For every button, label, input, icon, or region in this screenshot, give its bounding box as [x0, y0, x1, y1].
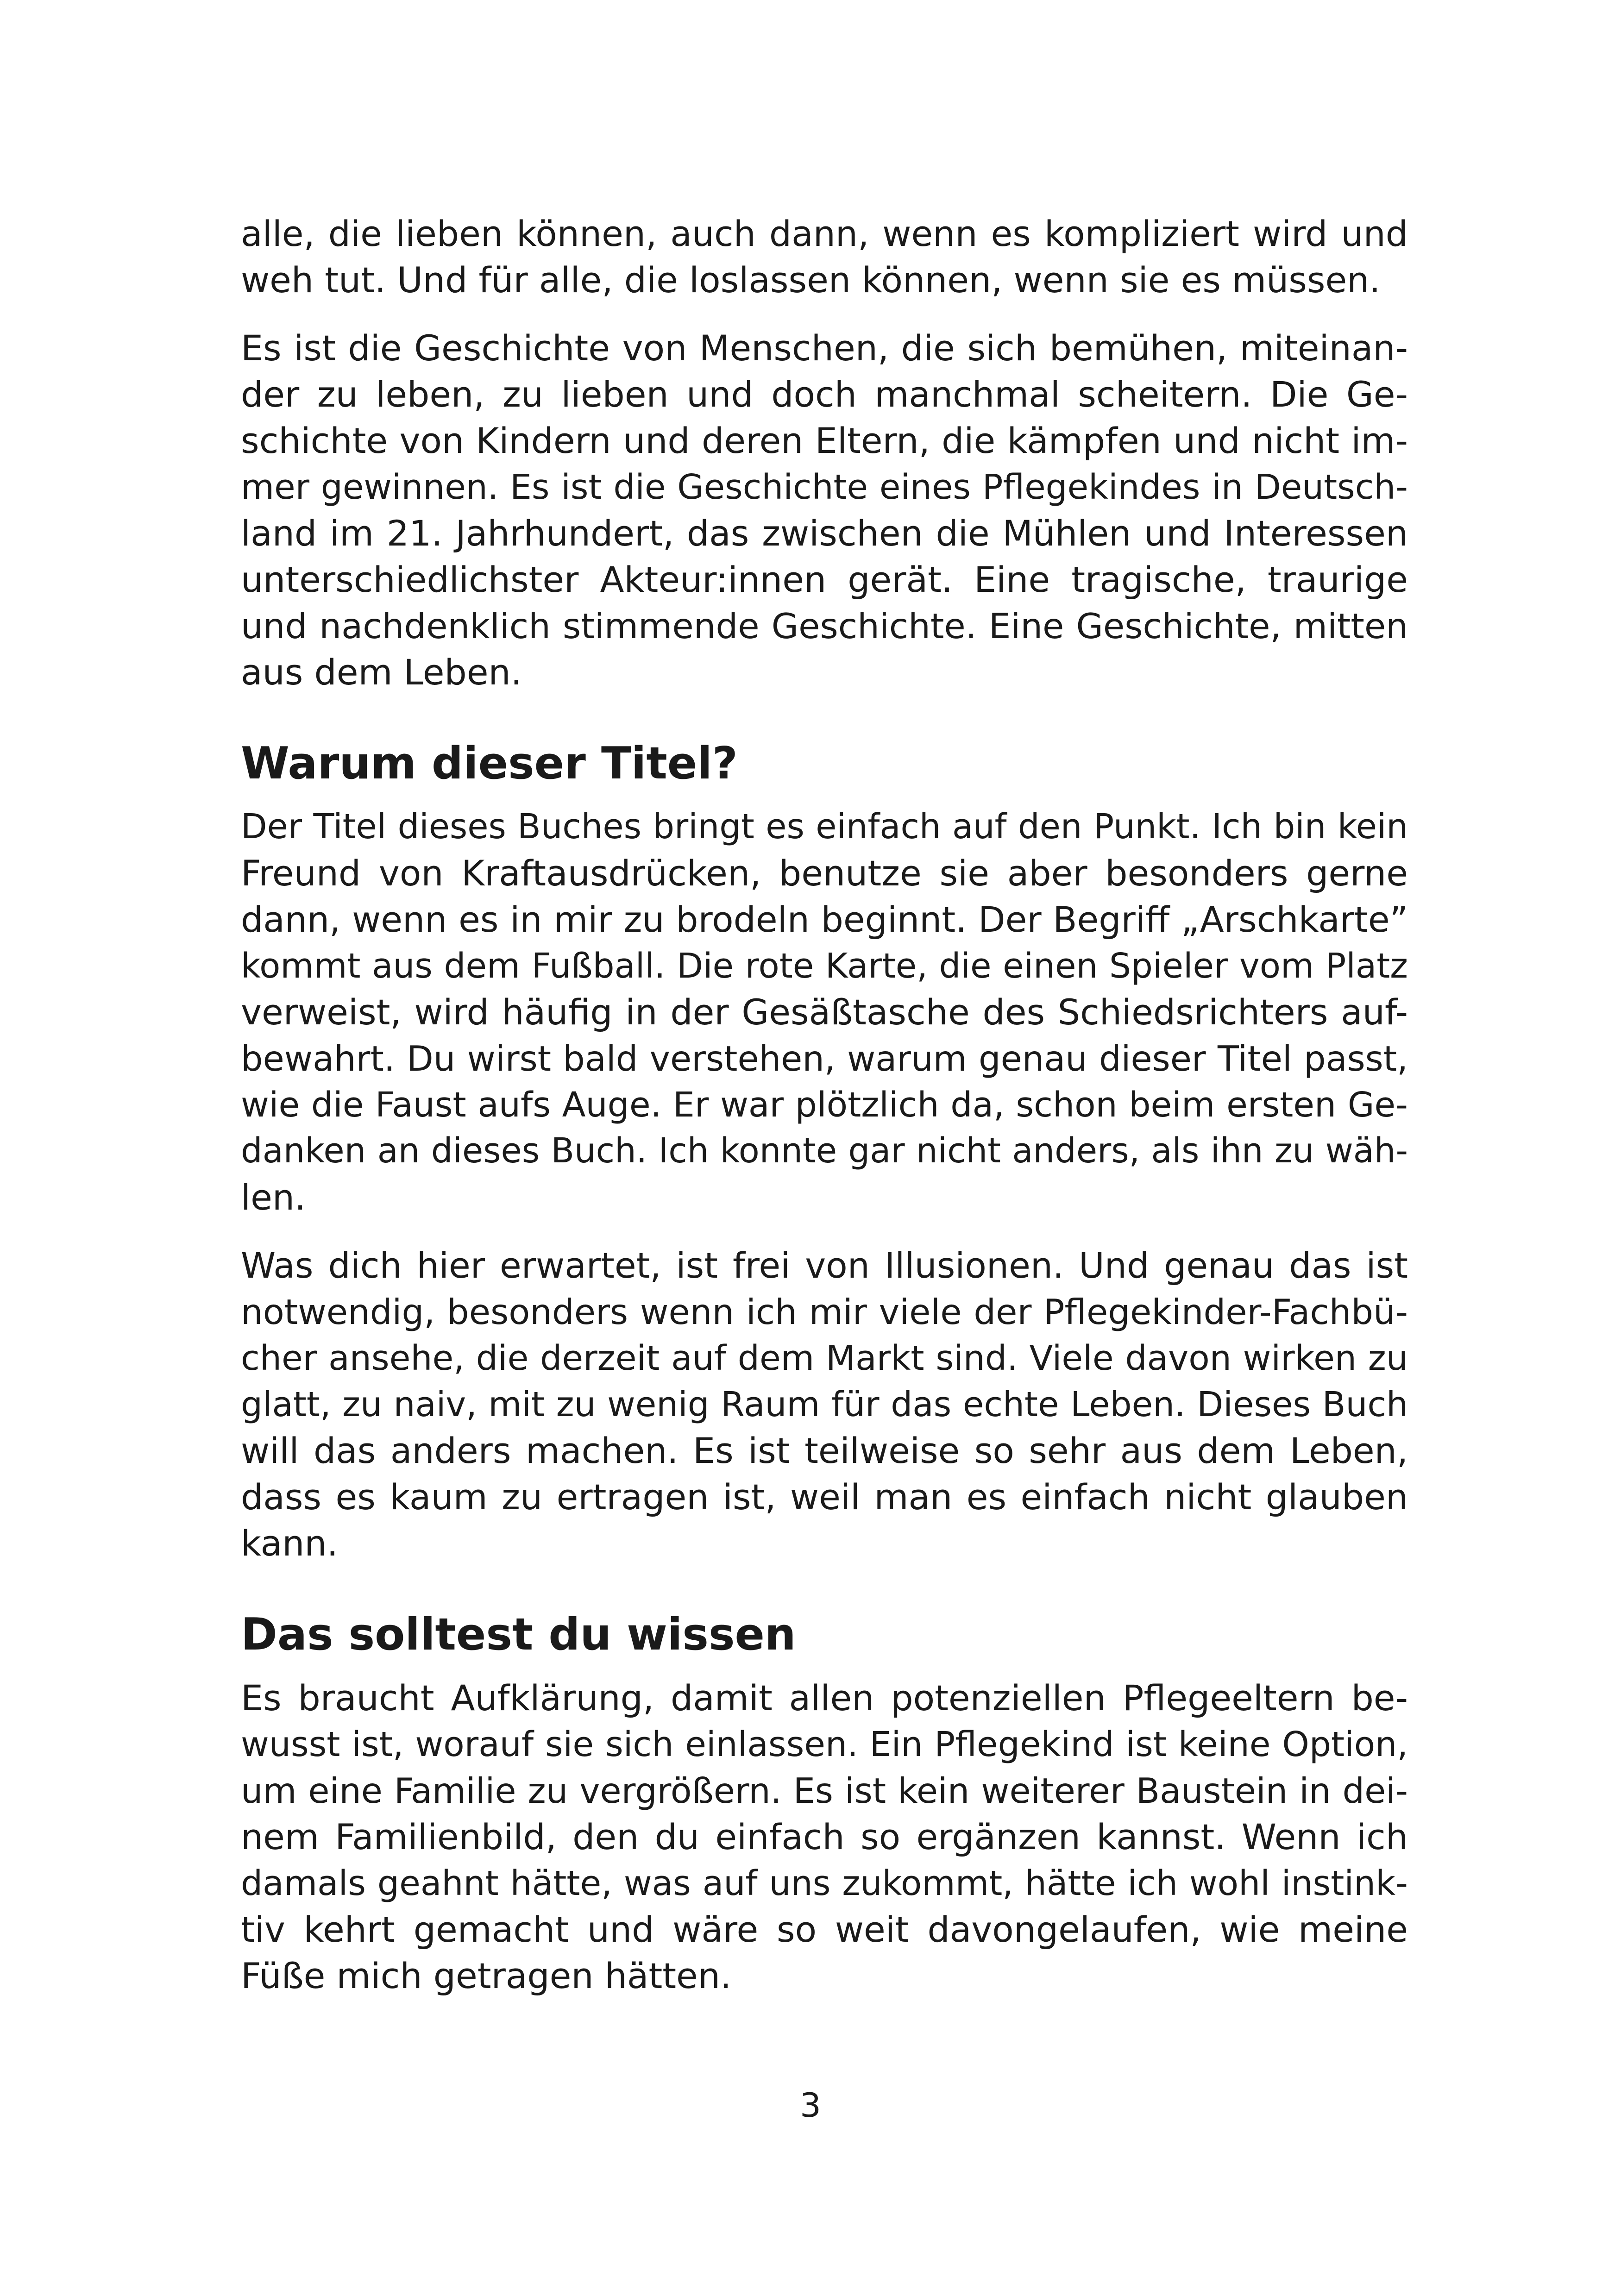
text-line: der zu leben, zu lieben und doch manchmal scheitern. Die Ge- [241, 374, 1408, 415]
text-line: land im 21. Jahrhundert, das zwischen die Mühlen und Interessen [241, 513, 1408, 554]
paragraph [241, 211, 1408, 303]
text-line: mer gewinnen. Es ist die Geschichte eines Pflegekindes in Deutsch- [241, 467, 1408, 507]
text-line: um eine Familie zu vergrößern. Es ist kein weiterer Baustein in dei- [241, 1770, 1408, 1811]
text-line: weh tut. Und für alle, die loslassen können, wenn sie es müssen. [241, 259, 1381, 301]
text-line: unterschiedlichster Akteur:innen gerät. Eine tragische, traurige [241, 559, 1408, 600]
text-line: danken an dieses Buch. Ich konnte gar nicht anders, als ihn zu wäh- [241, 1131, 1408, 1171]
text-line: nem Familienbild, den du einfach so ergänzen kannst. Wenn ich [241, 1816, 1408, 1857]
paragraph [241, 1242, 1408, 1567]
text-line: dann, wenn es in mir zu brodeln beginnt. Der Begriff „Arschkarte” [241, 899, 1408, 940]
text-line: notwendig, besonders wenn ich mir viele der Pflegekinder-Fachbü- [241, 1292, 1408, 1332]
text-line: Der Titel dieses Buches bringt es einfach auf den Punkt. Ich bin kein [241, 807, 1408, 847]
text-line: glatt, zu naiv, mit zu wenig Raum für das echte Leben. Dieses Buch [241, 1385, 1408, 1424]
text-line: cher ansehe, die derzeit auf dem Markt sind. Viele davon wirken zu [241, 1338, 1408, 1378]
text-line: dass es kaum zu ertragen ist, weil man es einfach nicht glauben [241, 1476, 1408, 1518]
text-line: len. [241, 1177, 306, 1218]
text-line: wie die Faust aufs Auge. Er war plötzlich da, schon beim ersten Ge- [241, 1085, 1408, 1125]
text-line: kommt aus dem Fußball. Die rote Karte, die einen Spieler vom Platz [241, 946, 1408, 986]
section-heading: Warum dieser Titel? [241, 738, 738, 789]
text-line: verweist, wird häufig in der Gesäßtasche des Schiedsrichters auf- [241, 991, 1408, 1033]
text-column [241, 211, 1408, 1999]
page-number: 3 [800, 2086, 821, 2125]
paragraph [241, 804, 1408, 1221]
paragraph [241, 325, 1408, 696]
section-heading: Das solltest du wissen [241, 1609, 796, 1660]
text-line: Was dich hier erwartet, ist frei von Illusionen. Und genau das ist [241, 1245, 1408, 1286]
text-line: alle, die lieben können, auch dann, wenn es kompliziert wird und [241, 213, 1408, 254]
text-line: tiv kehrt gemacht und wäre so weit davongelaufen, wie meine [241, 1909, 1408, 1950]
text-line: und nachdenklich stimmende Geschichte. Eine Geschichte, mitten [241, 606, 1408, 646]
text-line: Es ist die Geschichte von Menschen, die sich bemühen, miteinan- [241, 327, 1408, 369]
text-line: Es braucht Aufklärung, damit allen potenziellen Pflegeeltern be- [241, 1677, 1408, 1719]
text-line: wusst ist, worauf sie sich einlassen. Ein Pflegekind ist keine Option, [241, 1724, 1408, 1764]
text-line: kann. [241, 1523, 338, 1564]
text-line: bewahrt. Du wirst bald verstehen, warum genau dieser Titel passt, [241, 1038, 1408, 1079]
text-line: Freund von Kraftausdrücken, benutze sie aber besonders gerne [241, 853, 1408, 894]
body-content [241, 211, 1408, 1999]
text-line: aus dem Leben. [241, 652, 522, 693]
text-line: will das anders machen. Es ist teilweise so sehr aus dem Leben, [241, 1430, 1408, 1471]
text-line: schichte von Kindern und deren Eltern, die kämpfen und nicht im- [241, 420, 1408, 461]
paragraph [241, 1675, 1408, 1999]
text-line: Füße mich getragen hätten. [241, 1955, 732, 1996]
text-line: damals geahnt hätte, was auf uns zukommt, hätte ich wohl instink- [241, 1863, 1408, 1903]
